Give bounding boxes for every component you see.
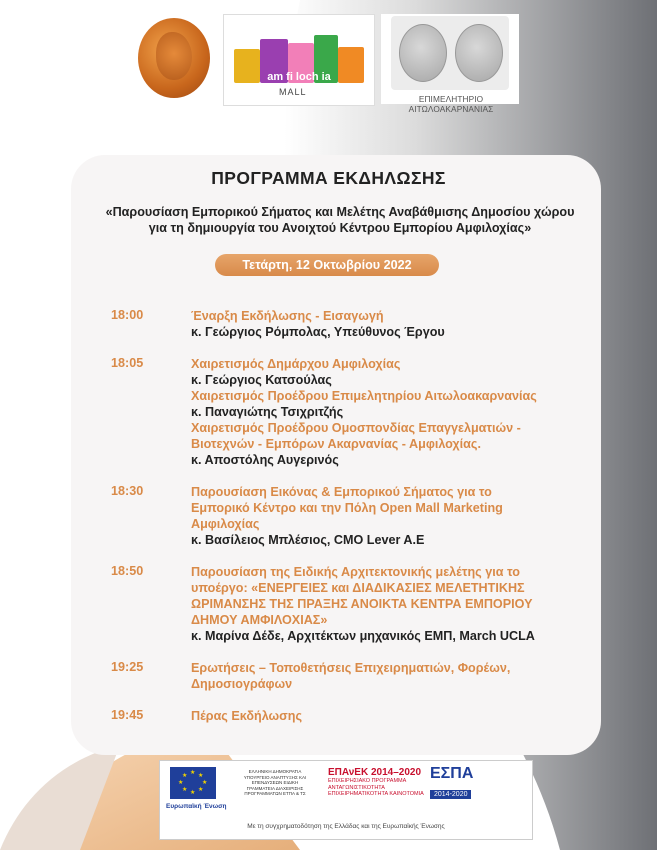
time-slot: 18:50 xyxy=(111,564,144,578)
cofunding-note: Με τη συγχρηματοδότηση της Ελλάδας και της Ευρωπαϊκής Ένωσης xyxy=(247,823,445,830)
program-item-title: ΔΗΜΟΥ ΑΜΦΙΛΟΧΙΑΣ» xyxy=(191,613,328,627)
program-item-title: Βιοτεχνών - Εμπόρων Ακαρνανίας - Αμφιλοχίας. xyxy=(191,437,481,451)
time-slot: 18:30 xyxy=(111,484,144,498)
program-item-title: Παρουσίαση της Ειδικής Αρχιτεκτονικής μελέτης για το xyxy=(191,565,520,579)
speaker-name: κ. Γεώργιος Κατσούλας xyxy=(191,373,332,387)
coin-logo xyxy=(138,18,210,98)
funding-banner xyxy=(159,760,533,840)
program-item-title: Χαιρετισμός Προέδρου Ομοσπονδίας Επαγγελματιών - xyxy=(191,421,521,435)
eu-flag-icon: ★ ★ ★ ★ ★ ★ ★ ★ xyxy=(170,767,216,799)
program-item-title: Έναρξη Εκδήλωσης - Εισαγωγή xyxy=(191,309,384,323)
mall-logo-word: MALL xyxy=(279,87,307,97)
amfilochia-mall-logo xyxy=(223,14,375,106)
espa-title: ΕΣΠΑ xyxy=(430,765,474,782)
program-item-title: υποέργο: «ΕΝΕΡΓΕΙΕΣ και ΔΙΑΔΙΚΑΣΙΕΣ ΜΕΛΕΤΗΤΙΚΗΣ xyxy=(191,581,525,595)
program-item-title: Αμφιλοχίας xyxy=(191,517,260,531)
program-item-title: Δημοσιογράφων xyxy=(191,677,293,691)
portrait-relief xyxy=(156,32,192,80)
speaker-name: κ. Βασίλειος Μπλέσιος, CMO Lever A.E xyxy=(191,533,425,547)
program-item-title: Πέρας Εκδήλωσης xyxy=(191,709,303,723)
program-item-title: Παρουσίαση Εικόνας & Εμπορικού Σήματος για το xyxy=(191,485,492,499)
speaker-name: κ. Αποστόλης Αυγερινός xyxy=(191,453,339,467)
coin-relief-image xyxy=(391,16,509,90)
program-item-title: ΩΡΙΜΑΝΣΗΣ ΤΗΣ ΠΡΑΞΗΣ ΑΝΟΙΚΤΑ ΚΕΝΤΡΑ ΕΜΠΟΡΙΟΥ xyxy=(191,597,533,611)
mall-logo-text: am fi loch ia xyxy=(267,71,331,83)
page-title: ΠΡΟΓΡΑΜΜΑ ΕΚΔΗΛΩΣΗΣ xyxy=(211,168,446,188)
subtitle-line: «Παρουσίαση Εμπορικού Σήματος και Μελέτης Αναβάθμισης Δημοσίου χώρου xyxy=(105,205,575,219)
chamber-caption: ΕΠΙΜΕΛΗΤΗΡΙΟ ΑΙΤΩΛΟΑΚΑΡΝΑΝΙΑΣ xyxy=(408,94,494,114)
event-date-badge: Τετάρτη, 12 Οκτωβρίου 2022 xyxy=(215,254,439,276)
program-item-title: Ερωτήσεις – Τοποθετήσεις Επιχειρηματιών, Φορέων, xyxy=(191,661,511,675)
time-slot: 19:45 xyxy=(111,708,144,722)
epanek-logo xyxy=(328,767,428,801)
program-item-title: Χαιρετισμός Δημάρχου Αμφιλοχίας xyxy=(191,357,401,371)
event-subtitle xyxy=(70,204,610,236)
speaker-name: κ. Μαρίνα Δέδε, Αρχιτέκτων μηχανικός ΕΜΠ, March UCLA xyxy=(191,629,535,643)
espa-years: 2014-2020 xyxy=(430,790,471,799)
time-slot: 18:05 xyxy=(111,356,144,370)
program-item-title: Χαιρετισμός Προέδρου Επιμελητηρίου Αιτωλοακαρνανίας xyxy=(191,389,537,403)
speaker-name: κ. Παναγιώτης Τσιχριτζής xyxy=(191,405,344,419)
chamber-logo xyxy=(381,14,519,114)
time-slot: 18:00 xyxy=(111,308,144,322)
eu-label: Ευρωπαϊκή Ένωση xyxy=(166,803,227,810)
subtitle-line: για τη δημιουργία του Ανοιχτού Κέντρου Εμπορίου Αμφιλοχίας» xyxy=(148,221,532,235)
ministry-text: ΕΛΛΗΝΙΚΗ ΔΗΜΟΚΡΑΤΙΑ ΥΠΟΥΡΓΕΙΟ ΑΝΑΠΤΥΞΗΣ ΚΑΙ ΕΠΕΝΔΥΣΕΩΝ ΕΙΔΙΚΗ ΓΡΑΜΜΑΤΕΙΑ ΔΙΑΧΕΙΡΙΣΗΣ ΠΡΟΓΡΑΜΜΑΤΩΝ ΕΤΠΑ & ΤΣ xyxy=(243,769,307,796)
espa-logo xyxy=(430,765,520,805)
speaker-name: κ. Γεώργιος Ρόμπολας, Υπεύθυνος Έργου xyxy=(191,325,445,339)
epanek-title: ΕΠΑνΕΚ 2014–2020 xyxy=(328,767,422,778)
program-item-title: Εμπορικό Κέντρο και την Πόλη Open Mall Marketing xyxy=(191,501,503,515)
time-slot: 19:25 xyxy=(111,660,144,674)
epanek-subtitle: ΕΠΙΧΕΙΡΗΣΙΑΚΟ ΠΡΟΓΡΑΜΜΑ ΑΝΤΑΓΩΝΙΣΤΙΚΟΤΗΤΑ ΕΠΙΧΕΙΡΗΜΑΤΙΚΟΤΗΤΑ ΚΑΙΝΟΤΟΜΙΑ xyxy=(328,778,424,797)
